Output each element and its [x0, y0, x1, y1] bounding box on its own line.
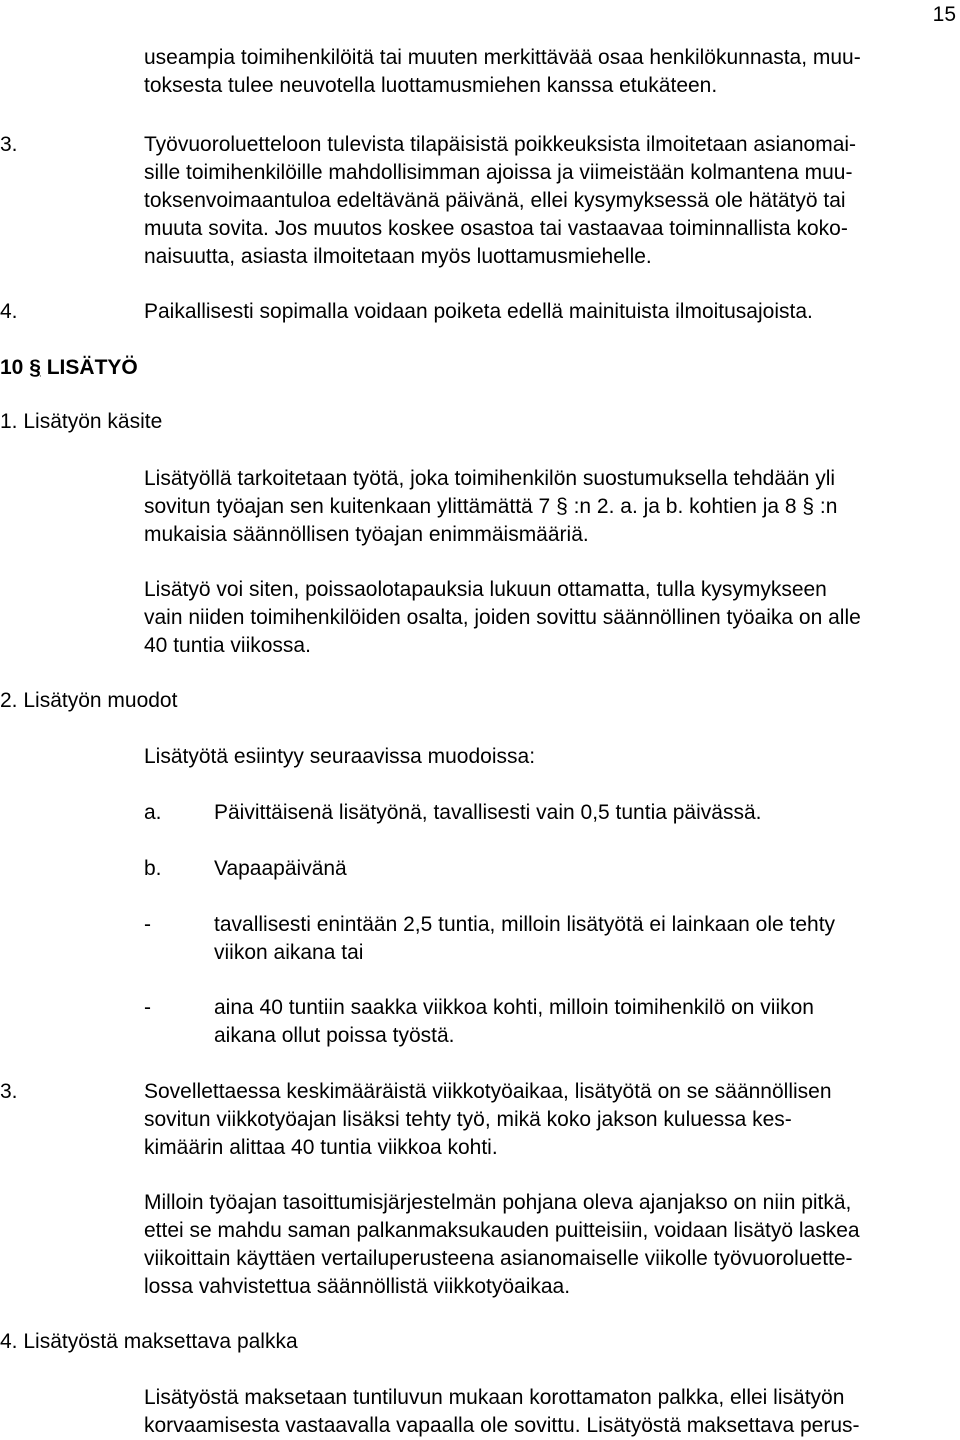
subsection-1-paragraph-1: [144, 465, 837, 549]
subsection-4-label: 4. Lisätyöstä maksettava palkka: [0, 1330, 298, 1353]
text-line: Lisätyöllä tarkoitetaan työtä, joka toimihenkilön suostumuksella tehdään yli: [144, 467, 836, 490]
text-line: sovitun työajan sen kuitenkaan ylittämättä 7 § :n 2. a. ja b. kohtien ja 8 § :n: [144, 495, 838, 518]
text-line: useampia toimihenkilöitä tai muuten merkittävää osaa henkilökunnasta, muu-: [144, 46, 861, 69]
text-line: korvaamisesta vastaavalla vapaalla ole sovittu. Lisätyöstä maksettava perus-: [144, 1414, 860, 1437]
dash-item-2: [214, 994, 814, 1050]
list-item-b: [214, 855, 347, 883]
subsection-1-paragraph-2: [144, 576, 861, 660]
subsection-2-label: 2. Lisätyön muodot: [0, 689, 178, 712]
text-line: Lisätyö voi siten, poissaolotapauksia lukuun ottamatta, tulla kysymykseen: [144, 578, 827, 601]
text-line: aikana ollut poissa työstä.: [214, 1024, 455, 1047]
subsection-4-paragraph: [144, 1384, 860, 1440]
text-line: sovitun viikkotyöajan lisäksi tehty työ, mikä koko jakson kuluessa kes-: [144, 1108, 792, 1131]
text-line: sille toimihenkilöille mahdollisimman ajoissa ja viimeistään kolmantena muu-: [144, 161, 853, 184]
text-line: toksesta tulee neuvotella luottamusmiehen kanssa etukäteen.: [144, 74, 718, 97]
list-item-a: [214, 799, 761, 827]
dash-item-1: [214, 911, 835, 967]
item-3-number: 3.: [0, 133, 18, 156]
intro-paragraph: [144, 44, 861, 100]
text-line: Milloin työajan tasoittumisjärjestelmän pohjana oleva ajanjakso on niin pitkä,: [144, 1191, 852, 1214]
text-line: Päivittäisenä lisätyönä, tavallisesti vain 0,5 tuntia päivässä.: [214, 801, 762, 824]
subsection-1-label: 1. Lisätyön käsite: [0, 410, 163, 433]
page-number: 15: [932, 3, 956, 26]
text-line: naisuutta, asiasta ilmoitetaan myös luottamusmiehelle.: [144, 245, 652, 268]
text-line: Lisätyöstä maksetaan tuntiluvun mukaan korottamaton palkka, ellei lisätyön: [144, 1386, 845, 1409]
text-line: ettei se mahdu saman palkanmaksukauden puitteisiin, voidaan lisätyö laskea: [144, 1219, 860, 1242]
dash-marker-1: -: [144, 913, 151, 936]
text-line: vain niiden toimihenkilöiden osalta, joiden sovittu säännöllinen työaika on alle: [144, 606, 861, 629]
text-line: tavallisesti enintään 2,5 tuntia, milloin lisätyötä ei lainkaan ole tehty: [214, 913, 836, 936]
text-line: Vapaapäivänä: [214, 857, 347, 880]
text-line: muuta sovita. Jos muutos koskee osastoa tai vastaavaa toiminnallista koko-: [144, 217, 848, 240]
text-line: 40 tuntia viikossa.: [144, 634, 311, 657]
item-4-number: 4.: [0, 300, 18, 323]
subsection-3-paragraph-2: [144, 1189, 860, 1301]
text-line: Työvuoroluetteloon tulevista tilapäisistä poikkeuksista ilmoitetaan asianomai-: [144, 133, 857, 156]
text-line: Paikallisesti sopimalla voidaan poiketa edellä mainituista ilmoitusajoista.: [144, 300, 813, 323]
item-4-paragraph: [144, 298, 813, 326]
list-marker-a: a.: [144, 801, 162, 824]
text-line: viikoittain käyttäen vertailuperusteena asianomaiselle viikolle työvuoroluette-: [144, 1247, 853, 1270]
text-line: aina 40 tuntiin saakka viikkoa kohti, milloin toimihenkilö on viikon: [214, 996, 814, 1019]
subsection-3-number: 3.: [0, 1080, 18, 1103]
text-line: kimäärin alittaa 40 tuntia viikkoa kohti.: [144, 1136, 498, 1159]
text-line: viikon aikana tai: [214, 941, 364, 964]
text-line: Lisätyötä esiintyy seuraavissa muodoissa:: [144, 745, 536, 768]
section-title: LISÄTYÖ: [46, 356, 138, 379]
text-line: Sovellettaessa keskimääräistä viikkotyöaikaa, lisätyötä on se säännöllisen: [144, 1080, 832, 1103]
subsection-3-paragraph-1: [144, 1078, 832, 1162]
list-marker-b: b.: [144, 857, 162, 880]
text-line: mukaisia säännöllisen työajan enimmäismääriä.: [144, 523, 589, 546]
text-line: lossa vahvistettua säännöllistä viikkotyöaikaa.: [144, 1275, 571, 1298]
subsection-2-intro: [144, 743, 535, 771]
text-line: toksenvoimaantuloa edeltävänä päivänä, ellei kysymyksessä ole hätätyö tai: [144, 189, 846, 212]
section-number: 10: [0, 356, 24, 379]
section-symbol: §: [29, 356, 41, 379]
section-heading: [0, 354, 138, 382]
dash-marker-2: -: [144, 996, 151, 1019]
item-3-paragraph: [144, 131, 856, 271]
